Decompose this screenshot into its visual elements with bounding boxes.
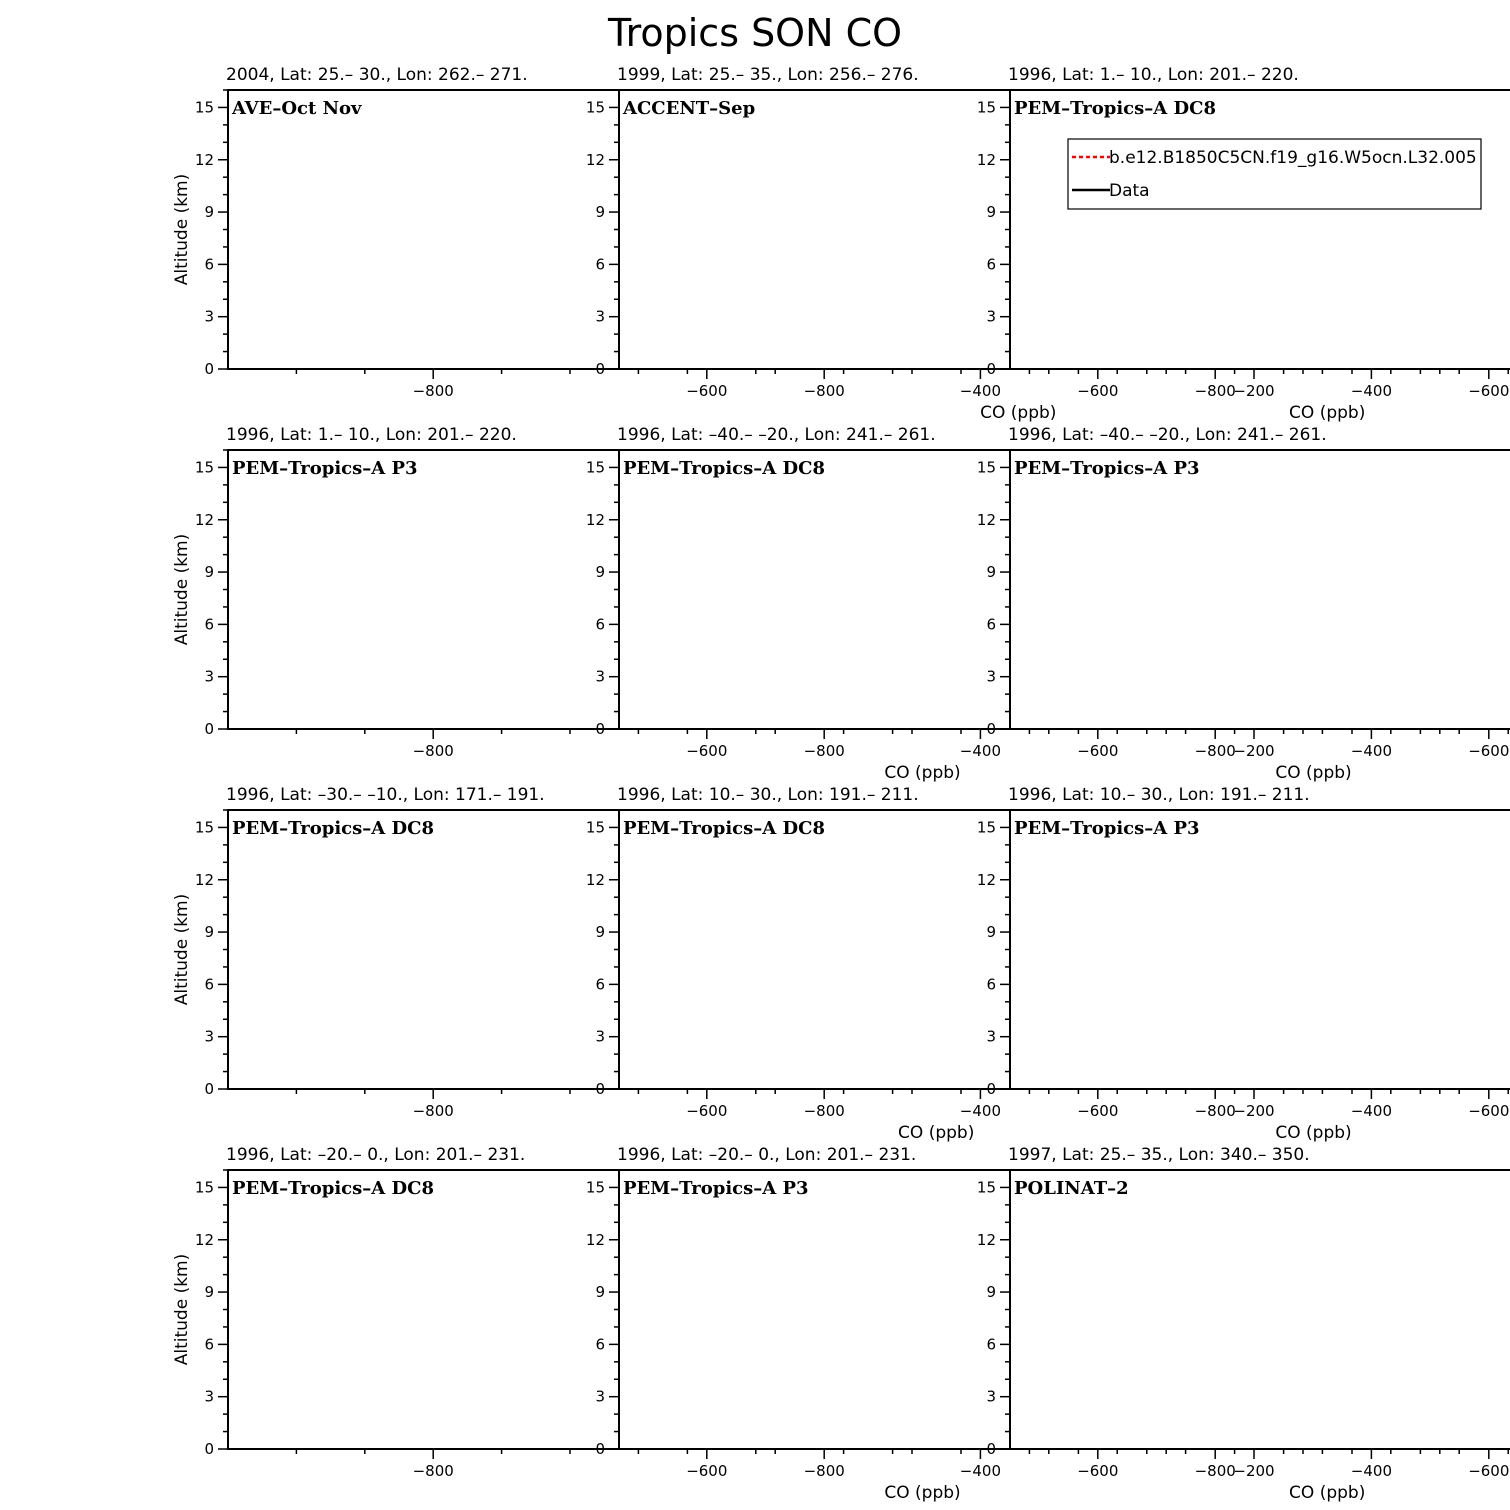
y-tick-label: 3 bbox=[204, 307, 214, 326]
y-tick-label: 15 bbox=[194, 98, 214, 117]
legend-label-data: Data bbox=[1109, 181, 1150, 201]
x-tick-label: −400 bbox=[959, 1102, 1002, 1120]
y-tick-label: 0 bbox=[204, 1080, 214, 1098]
y-tick-label: 6 bbox=[595, 615, 605, 634]
x-tick-label: −800 bbox=[1194, 382, 1236, 400]
y-axis-label: Altitude (km) bbox=[172, 173, 192, 286]
y-tick-label: 9 bbox=[595, 203, 605, 222]
campaign-label: PEM–Tropics–A DC8 bbox=[623, 818, 825, 839]
campaign-label: PEM–Tropics–A DC8 bbox=[232, 1178, 434, 1199]
panel-header: 1999, Lat: 25.– 35., Lon: 256.– 276. bbox=[617, 65, 919, 85]
y-axis-label: Altitude (km) bbox=[172, 533, 192, 646]
panel-header: 1996, Lat: 1.– 10., Lon: 201.– 220. bbox=[226, 425, 517, 445]
panel-header: 1996, Lat: 10.– 30., Lon: 191.– 211. bbox=[617, 785, 919, 805]
x-tick-label: −600 bbox=[686, 382, 728, 400]
x-tick-label: −400 bbox=[1350, 742, 1393, 760]
x-tick-label: −600 bbox=[1077, 382, 1119, 400]
x-tick-label: −800 bbox=[803, 1462, 845, 1480]
plot-frame bbox=[1010, 450, 1510, 729]
y-tick-label: 6 bbox=[204, 255, 214, 274]
x-tick-label: −800 bbox=[1194, 1102, 1236, 1120]
x-axis-label: CO (ppb) bbox=[884, 1483, 961, 1503]
plot-frame bbox=[228, 90, 1510, 369]
x-tick-label: −600 bbox=[1077, 1102, 1119, 1120]
plot-frame bbox=[619, 1170, 1510, 1449]
y-tick-label: 6 bbox=[986, 975, 996, 994]
y-tick-label: 3 bbox=[595, 1387, 605, 1406]
y-tick-label: 6 bbox=[595, 255, 605, 274]
y-tick-label: 9 bbox=[204, 1283, 214, 1302]
y-tick-label: 15 bbox=[976, 1178, 996, 1197]
y-tick-label: 9 bbox=[595, 563, 605, 582]
y-tick-label: 9 bbox=[986, 923, 996, 942]
y-tick-label: 9 bbox=[204, 203, 214, 222]
x-tick-label: −600 bbox=[686, 1102, 728, 1120]
x-tick-label: −800 bbox=[803, 742, 845, 760]
x-tick-label: −800 bbox=[412, 1462, 454, 1480]
x-tick-label: −800 bbox=[412, 382, 454, 400]
panel-grid bbox=[172, 65, 1510, 1503]
panel-3 bbox=[977, 65, 1510, 423]
panel-9 bbox=[977, 785, 1510, 1143]
y-tick-label: 6 bbox=[986, 255, 996, 274]
y-tick-label: 6 bbox=[986, 1335, 996, 1354]
y-tick-label: 15 bbox=[976, 818, 996, 837]
y-tick-label: 15 bbox=[976, 98, 996, 117]
panel-6 bbox=[977, 425, 1510, 783]
x-tick-label: −400 bbox=[1350, 382, 1393, 400]
y-tick-label: 0 bbox=[595, 1080, 605, 1098]
y-tick-label: 12 bbox=[194, 870, 214, 889]
plot-frame bbox=[228, 450, 1510, 729]
panel-12 bbox=[977, 1145, 1510, 1503]
y-tick-label: 9 bbox=[595, 923, 605, 942]
y-tick-label: 0 bbox=[986, 1080, 996, 1098]
panel-header: 2004, Lat: 25.– 30., Lon: 262.– 271. bbox=[226, 65, 528, 85]
campaign-label: PEM–Tropics–A P3 bbox=[1014, 458, 1200, 479]
campaign-label: POLINAT–2 bbox=[1014, 1178, 1129, 1199]
y-tick-label: 15 bbox=[585, 98, 605, 117]
x-tick-label: −400 bbox=[959, 742, 1002, 760]
y-tick-label: 9 bbox=[986, 563, 996, 582]
campaign-label: PEM–Tropics–A DC8 bbox=[232, 818, 434, 839]
y-tick-label: 12 bbox=[585, 150, 605, 169]
y-tick-label: 3 bbox=[986, 1027, 996, 1046]
y-tick-label: 6 bbox=[595, 975, 605, 994]
x-tick-label: −400 bbox=[959, 382, 1002, 400]
y-tick-label: 12 bbox=[585, 1230, 605, 1249]
plot-frame bbox=[619, 810, 1510, 1089]
x-tick-label: −800 bbox=[412, 742, 454, 760]
y-axis-label: Altitude (km) bbox=[172, 893, 192, 1006]
x-tick-label: −400 bbox=[1350, 1102, 1393, 1120]
y-tick-label: 6 bbox=[986, 615, 996, 634]
y-tick-label: 0 bbox=[204, 360, 214, 378]
y-tick-label: 9 bbox=[986, 1283, 996, 1302]
y-tick-label: 6 bbox=[204, 975, 214, 994]
x-tick-label: −200 bbox=[1233, 382, 1275, 400]
y-tick-label: 3 bbox=[204, 667, 214, 686]
x-tick-label: −600 bbox=[1468, 1462, 1510, 1480]
x-tick-label: −400 bbox=[1350, 1462, 1393, 1480]
y-tick-label: 0 bbox=[986, 720, 996, 738]
y-tick-label: 15 bbox=[585, 1178, 605, 1197]
plot-frame bbox=[1010, 90, 1510, 369]
campaign-label: AVE–Oct Nov bbox=[232, 98, 362, 119]
y-tick-label: 12 bbox=[194, 150, 214, 169]
y-tick-label: 3 bbox=[986, 667, 996, 686]
figure-title: Tropics SON CO bbox=[607, 11, 903, 55]
y-tick-label: 0 bbox=[204, 720, 214, 738]
y-tick-label: 0 bbox=[595, 720, 605, 738]
panel-header: 1996, Lat: –20.– 0., Lon: 201.– 231. bbox=[226, 1145, 526, 1165]
x-tick-label: −600 bbox=[1077, 1462, 1119, 1480]
campaign-label: PEM–Tropics–A P3 bbox=[623, 1178, 809, 1199]
y-tick-label: 3 bbox=[204, 1027, 214, 1046]
y-tick-label: 3 bbox=[595, 667, 605, 686]
x-axis-label: CO (ppb) bbox=[1275, 1123, 1352, 1143]
x-axis-label: CO (ppb) bbox=[980, 403, 1057, 423]
panel-header: 1996, Lat: –40.– –20., Lon: 241.– 261. bbox=[617, 425, 936, 445]
x-tick-label: −600 bbox=[1077, 742, 1119, 760]
x-axis-label: CO (ppb) bbox=[884, 763, 961, 783]
x-tick-label: −800 bbox=[1194, 742, 1236, 760]
y-tick-label: 15 bbox=[194, 818, 214, 837]
panel-header: 1996, Lat: 10.– 30., Lon: 191.– 211. bbox=[1008, 785, 1310, 805]
plot-frame bbox=[619, 90, 1510, 369]
x-tick-label: −800 bbox=[1194, 1462, 1236, 1480]
x-axis-label: CO (ppb) bbox=[1275, 763, 1352, 783]
y-tick-label: 12 bbox=[976, 1230, 996, 1249]
y-tick-label: 12 bbox=[976, 870, 996, 889]
y-tick-label: 9 bbox=[986, 203, 996, 222]
y-tick-label: 15 bbox=[194, 458, 214, 477]
y-tick-label: 3 bbox=[986, 1387, 996, 1406]
y-tick-label: 0 bbox=[595, 1440, 605, 1458]
plot-frame bbox=[228, 810, 1510, 1089]
y-tick-label: 12 bbox=[976, 150, 996, 169]
y-tick-label: 9 bbox=[595, 1283, 605, 1302]
x-axis-label: CO (ppb) bbox=[1289, 1483, 1366, 1503]
plot-frame bbox=[619, 450, 1510, 729]
campaign-label: PEM–Tropics–A DC8 bbox=[1014, 98, 1216, 119]
x-tick-label: −600 bbox=[1468, 1102, 1510, 1120]
y-tick-label: 3 bbox=[986, 307, 996, 326]
y-tick-label: 12 bbox=[585, 510, 605, 529]
y-tick-label: 0 bbox=[986, 360, 996, 378]
x-tick-label: −200 bbox=[1233, 1462, 1275, 1480]
y-tick-label: 12 bbox=[976, 510, 996, 529]
y-tick-label: 0 bbox=[986, 1440, 996, 1458]
x-tick-label: −600 bbox=[686, 1462, 728, 1480]
x-tick-label: −800 bbox=[803, 1102, 845, 1120]
y-tick-label: 3 bbox=[595, 1027, 605, 1046]
y-tick-label: 0 bbox=[595, 360, 605, 378]
y-tick-label: 6 bbox=[204, 615, 214, 634]
y-tick-label: 15 bbox=[585, 458, 605, 477]
y-tick-label: 3 bbox=[204, 1387, 214, 1406]
y-tick-label: 12 bbox=[585, 870, 605, 889]
y-tick-label: 12 bbox=[194, 1230, 214, 1249]
x-tick-label: −600 bbox=[686, 742, 728, 760]
legend-label-model: b.e12.B1850C5CN.f19_g16.W5ocn.L32.005 bbox=[1109, 148, 1477, 168]
y-tick-label: 9 bbox=[204, 563, 214, 582]
panel-header: 1997, Lat: 25.– 35., Lon: 340.– 350. bbox=[1008, 1145, 1310, 1165]
campaign-label: PEM–Tropics–A DC8 bbox=[623, 458, 825, 479]
y-tick-label: 6 bbox=[204, 1335, 214, 1354]
panel-header: 1996, Lat: –40.– –20., Lon: 241.– 261. bbox=[1008, 425, 1327, 445]
plot-frame bbox=[1010, 810, 1510, 1089]
legend bbox=[1068, 139, 1481, 209]
panel-header: 1996, Lat: –20.– 0., Lon: 201.– 231. bbox=[617, 1145, 917, 1165]
y-tick-label: 9 bbox=[204, 923, 214, 942]
plot-frame bbox=[1010, 1170, 1510, 1449]
x-tick-label: −200 bbox=[1233, 1102, 1275, 1120]
x-tick-label: −600 bbox=[1468, 382, 1510, 400]
campaign-label: PEM–Tropics–A P3 bbox=[232, 458, 418, 479]
y-tick-label: 0 bbox=[204, 1440, 214, 1458]
x-axis-label: CO (ppb) bbox=[1289, 403, 1366, 423]
campaign-label: PEM–Tropics–A P3 bbox=[1014, 818, 1200, 839]
y-tick-label: 15 bbox=[194, 1178, 214, 1197]
y-tick-label: 15 bbox=[585, 818, 605, 837]
y-tick-label: 6 bbox=[595, 1335, 605, 1354]
x-tick-label: −200 bbox=[1233, 742, 1275, 760]
x-tick-label: −800 bbox=[412, 1102, 454, 1120]
plot-frame bbox=[228, 1170, 1510, 1449]
y-axis-label: Altitude (km) bbox=[172, 1253, 192, 1366]
x-tick-label: −600 bbox=[1468, 742, 1510, 760]
y-tick-label: 12 bbox=[194, 510, 214, 529]
y-tick-label: 3 bbox=[595, 307, 605, 326]
x-tick-label: −800 bbox=[803, 382, 845, 400]
campaign-label: ACCENT–Sep bbox=[623, 98, 756, 119]
x-axis-label: CO (ppb) bbox=[898, 1123, 975, 1143]
panel-header: 1996, Lat: 1.– 10., Lon: 201.– 220. bbox=[1008, 65, 1299, 85]
x-tick-label: −400 bbox=[959, 1462, 1002, 1480]
panel-header: 1996, Lat: –30.– –10., Lon: 171.– 191. bbox=[226, 785, 545, 805]
y-tick-label: 15 bbox=[976, 458, 996, 477]
